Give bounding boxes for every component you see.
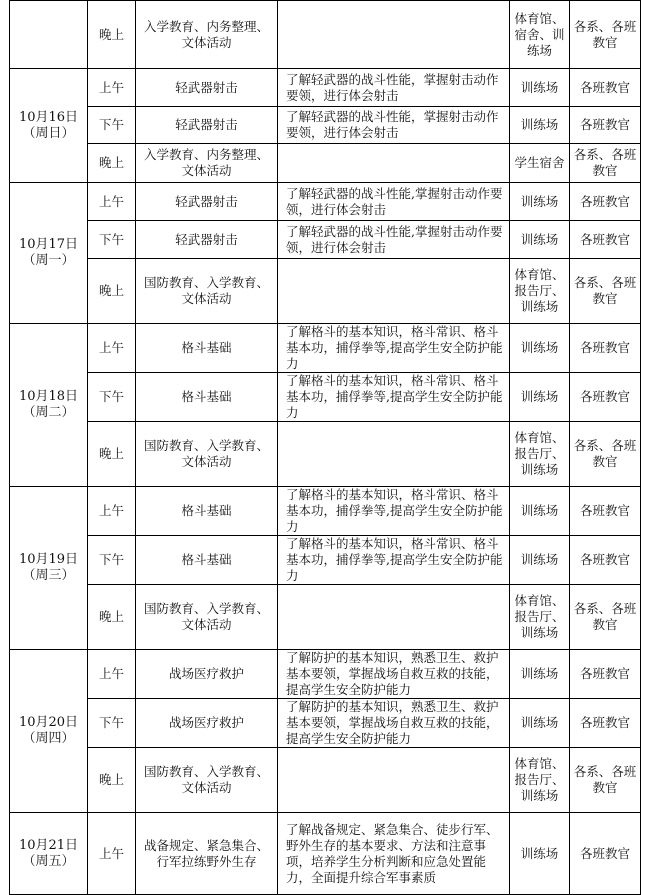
instructor-cell: 各系、各班教官 (570, 585, 641, 650)
table-row (10, 373, 641, 422)
content-cell: 了解轻武器的战斗性能,掌握射击动作要领，进行体会射击 (278, 183, 510, 221)
location-cell: 训练场 (510, 373, 570, 422)
instructor-cell: 各班教官 (570, 536, 641, 585)
location-cell: 体育馆、报告厅、训练场 (510, 422, 570, 487)
period-cell: 晚上 (88, 1, 136, 69)
course-cell: 格斗基础 (136, 487, 278, 536)
table-row (10, 585, 641, 650)
date-cell: 10月17日（周一） (10, 183, 88, 324)
table-row (10, 324, 641, 373)
instructor-cell: 各班教官 (570, 221, 641, 259)
course-cell: 国防教育、入学教育、文体活动 (136, 585, 278, 650)
location-cell: 训练场 (510, 183, 570, 221)
instructor-cell: 各班教官 (570, 107, 641, 144)
table-row (10, 221, 641, 259)
content-cell (278, 422, 510, 487)
date-cell: 10月19日（周三） (10, 487, 88, 650)
table-row (10, 422, 641, 487)
location-cell: 训练场 (510, 536, 570, 585)
table-row (10, 183, 641, 221)
course-cell: 轻武器射击 (136, 107, 278, 144)
instructor-cell: 各班教官 (570, 650, 641, 699)
table-row (10, 699, 641, 748)
period-cell: 晚上 (88, 748, 136, 813)
content-cell: 了解轻武器的战斗性能，掌握射击动作要领，进行体会射击 (278, 107, 510, 144)
instructor-cell: 各系、各班教官 (570, 1, 641, 69)
location-cell: 训练场 (510, 324, 570, 373)
content-cell: 了解战备规定、紧急集合、徒步行军、野外生存的基本要求、方法和注意事项，培养学生分析判断和应急处置能力，全面提升综合军事素质 (278, 813, 510, 895)
instructor-cell: 各系、各班教官 (570, 422, 641, 487)
instructor-cell: 各班教官 (570, 69, 641, 107)
period-cell: 下午 (88, 107, 136, 144)
period-cell: 下午 (88, 536, 136, 585)
instructor-cell: 各班教官 (570, 373, 641, 422)
instructor-cell: 各班教官 (570, 699, 641, 748)
course-cell: 轻武器射击 (136, 221, 278, 259)
course-cell: 国防教育、入学教育、文体活动 (136, 422, 278, 487)
period-cell: 上午 (88, 487, 136, 536)
course-cell: 格斗基础 (136, 324, 278, 373)
period-cell: 下午 (88, 221, 136, 259)
course-cell: 轻武器射击 (136, 69, 278, 107)
course-cell: 轻武器射击 (136, 183, 278, 221)
period-cell: 晚上 (88, 144, 136, 183)
date-cell (10, 1, 88, 69)
instructor-cell: 各班教官 (570, 813, 641, 895)
course-cell: 入学教育、内务整理、文体活动 (136, 144, 278, 183)
instructor-cell: 各系、各班教官 (570, 259, 641, 324)
location-cell: 训练场 (510, 69, 570, 107)
date-cell: 10月20日（周四） (10, 650, 88, 813)
content-cell: 了解格斗的基本知识，格斗常识、格斗基本功，捕俘拳等,提高学生安全防护能力 (278, 536, 510, 585)
table-row (10, 487, 641, 536)
training-schedule-table (9, 0, 641, 895)
content-cell: 了解轻武器的战斗性能，掌握射击动作要领，进行体会射击 (278, 69, 510, 107)
table-row (10, 69, 641, 107)
location-cell: 训练场 (510, 107, 570, 144)
course-cell: 战场医疗救护 (136, 650, 278, 699)
course-cell: 战备规定、紧急集合、行军拉练野外生存 (136, 813, 278, 895)
location-cell: 训练场 (510, 650, 570, 699)
instructor-cell: 各系、各班教官 (570, 144, 641, 183)
period-cell: 上午 (88, 183, 136, 221)
content-cell (278, 1, 510, 69)
instructor-cell: 各班教官 (570, 183, 641, 221)
date-cell: 10月16日（周日） (10, 69, 88, 183)
period-cell: 晚上 (88, 585, 136, 650)
course-cell: 战场医疗救护 (136, 699, 278, 748)
table-row (10, 650, 641, 699)
content-cell: 了解格斗的基本知识，格斗常识、格斗基本功，捕俘拳等,提高学生安全防护能力 (278, 373, 510, 422)
content-cell: 了解防护的基本知识，熟悉卫生、救护基本要领，掌握战场自救互救的技能，提高学生安全防护能力 (278, 699, 510, 748)
date-cell: 10月21日（周五） (10, 813, 88, 895)
course-cell: 入学教育、内务整理、文体活动 (136, 1, 278, 69)
instructor-cell: 各班教官 (570, 487, 641, 536)
location-cell: 体育馆、报告厅、训练场 (510, 748, 570, 813)
course-cell: 国防教育、入学教育、文体活动 (136, 259, 278, 324)
table-row (10, 107, 641, 144)
content-cell (278, 259, 510, 324)
period-cell: 上午 (88, 650, 136, 699)
instructor-cell: 各班教官 (570, 324, 641, 373)
date-cell: 10月18日（周二） (10, 324, 88, 487)
location-cell: 体育馆、宿舍、训练场 (510, 1, 570, 69)
location-cell: 训练场 (510, 699, 570, 748)
table-row (10, 748, 641, 813)
instructor-cell: 各系、各班教官 (570, 748, 641, 813)
content-cell (278, 585, 510, 650)
content-cell: 了解格斗的基本知识，格斗常识、格斗基本功，捕俘拳等,提高学生安全防护能力 (278, 324, 510, 373)
content-cell (278, 144, 510, 183)
period-cell: 下午 (88, 699, 136, 748)
period-cell: 上午 (88, 813, 136, 895)
content-cell: 了解防护的基本知识，熟悉卫生、救护基本要领，掌握战场自救互救的技能，提高学生安全防护能力 (278, 650, 510, 699)
table-row (10, 813, 641, 895)
content-cell: 了解轻武器的战斗性能,掌握射击动作要领，进行体会射击 (278, 221, 510, 259)
table-row (10, 144, 641, 183)
content-cell: 了解格斗的基本知识，格斗常识、格斗基本功，捕俘拳等,提高学生安全防护能力 (278, 487, 510, 536)
period-cell: 晚上 (88, 422, 136, 487)
location-cell: 学生宿舍 (510, 144, 570, 183)
course-cell: 格斗基础 (136, 373, 278, 422)
period-cell: 下午 (88, 373, 136, 422)
table-row (10, 536, 641, 585)
table-row (10, 259, 641, 324)
course-cell: 格斗基础 (136, 536, 278, 585)
location-cell: 训练场 (510, 487, 570, 536)
table-row (10, 1, 641, 69)
content-cell (278, 748, 510, 813)
location-cell: 训练场 (510, 221, 570, 259)
location-cell: 体育馆、报告厅、训练场 (510, 259, 570, 324)
period-cell: 上午 (88, 324, 136, 373)
location-cell: 训练场 (510, 813, 570, 895)
period-cell: 上午 (88, 69, 136, 107)
course-cell: 国防教育、入学教育、文体活动 (136, 748, 278, 813)
location-cell: 体育馆、报告厅、训练场 (510, 585, 570, 650)
period-cell: 晚上 (88, 259, 136, 324)
